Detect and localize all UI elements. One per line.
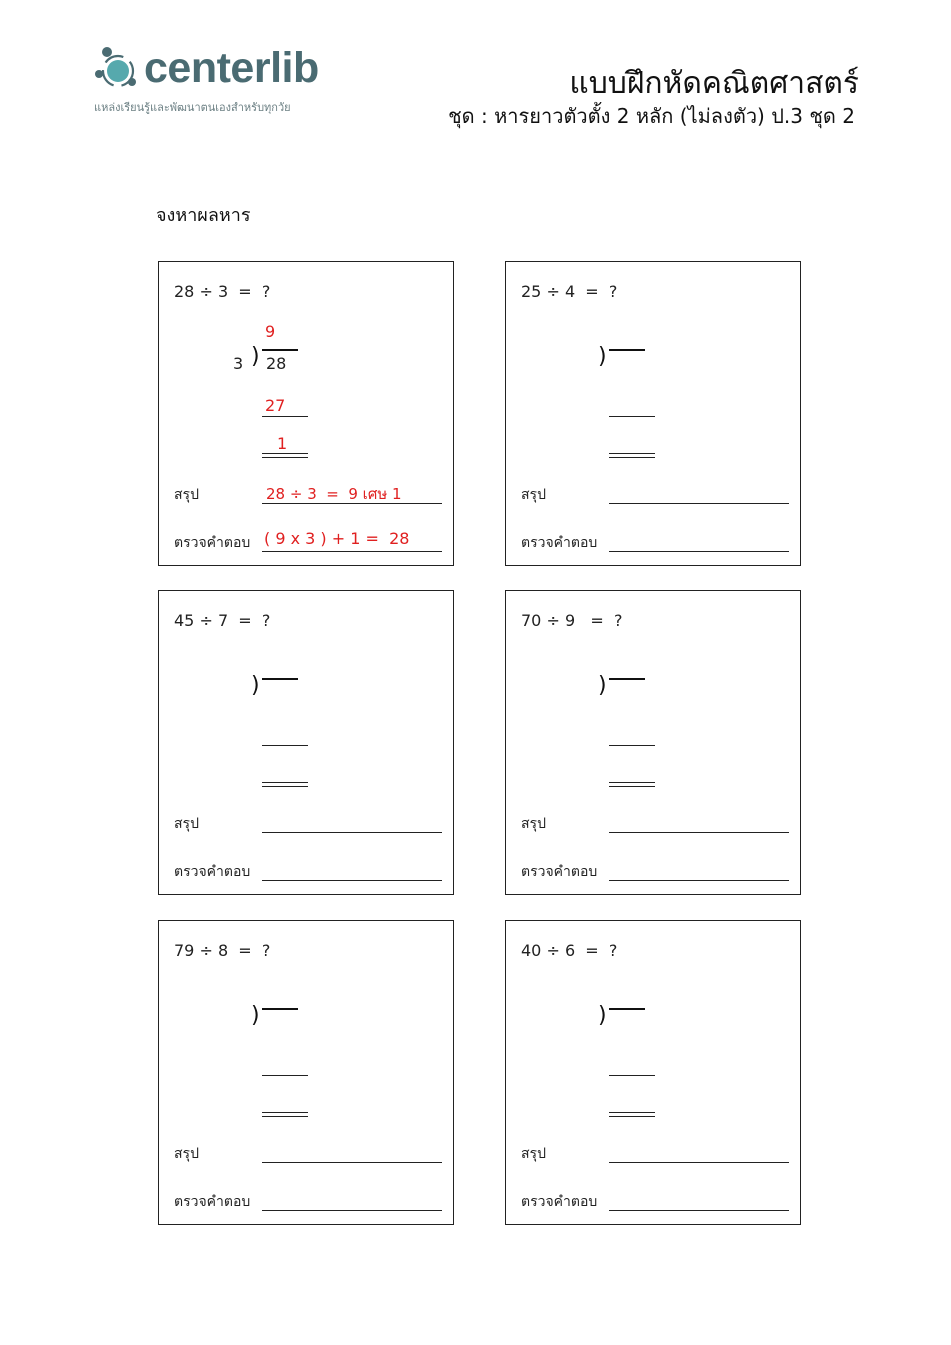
- summary-label: สรุป: [174, 816, 199, 832]
- check-label: ตรวจคำตอบ: [521, 1194, 598, 1210]
- subtraction-line: [262, 745, 308, 746]
- summary-label: สรุป: [174, 1146, 199, 1162]
- check-answer-line: [262, 1210, 442, 1211]
- remainder-double-line: [262, 1112, 308, 1117]
- division-vinculum: [262, 349, 298, 351]
- problem-card: [505, 920, 801, 1225]
- division-vinculum: [609, 1008, 645, 1010]
- brand-tagline: แหล่งเรียนรู้และพัฒนาตนเองสำหรับทุกวัย: [94, 101, 291, 114]
- problem-question: 25 ÷ 4 = ?: [521, 282, 618, 301]
- check-label: ตรวจคำตอบ: [174, 535, 251, 551]
- problem-card: [505, 261, 801, 566]
- long-division-bracket-icon: ): [251, 673, 260, 698]
- check-label: ตรวจคำตอบ: [521, 535, 598, 551]
- division-vinculum: [609, 349, 645, 351]
- long-division-bracket-icon: ): [251, 1003, 260, 1028]
- problem-question: 70 ÷ 9 = ?: [521, 611, 623, 630]
- long-division-bracket-icon: ): [598, 344, 607, 369]
- molecule-logo-icon: [92, 44, 140, 92]
- subtraction-line: [609, 1075, 655, 1076]
- divisor: 3: [233, 354, 244, 373]
- summary-answer-line: [262, 832, 442, 833]
- division-vinculum: [262, 1008, 298, 1010]
- check-answer-line: [262, 551, 442, 552]
- subtraction-line: [609, 416, 655, 417]
- summary-answer-line: [609, 503, 789, 504]
- check-label: ตรวจคำตอบ: [174, 1194, 251, 1210]
- instruction-text: จงหาผลหาร: [156, 205, 251, 226]
- problem-question: 40 ÷ 6 = ?: [521, 941, 618, 960]
- check-label: ตรวจคำตอบ: [521, 864, 598, 880]
- summary-answer: 28 ÷ 3 = 9 เศษ 1: [266, 485, 402, 503]
- long-division-bracket-icon: ): [598, 1003, 607, 1028]
- check-answer: ( 9 x 3 ) + 1 = 28: [264, 529, 410, 548]
- summary-label: สรุป: [521, 816, 546, 832]
- summary-answer-line: [262, 1162, 442, 1163]
- summary-answer-line: [262, 503, 442, 504]
- remainder-double-line: [262, 453, 308, 458]
- summary-answer-line: [609, 1162, 789, 1163]
- long-division-bracket-icon: ): [251, 344, 260, 369]
- remainder-answer: 1: [277, 434, 288, 453]
- problem-question: 45 ÷ 7 = ?: [174, 611, 271, 630]
- page-subtitle: ชุด : หารยาวตัวตั้ง 2 หลัก (ไม่ลงตัว) ป.3 ชุด 2: [448, 104, 855, 128]
- problem-question: 28 ÷ 3 = ?: [174, 282, 271, 301]
- long-division-bracket-icon: ): [598, 673, 607, 698]
- problem-question: 79 ÷ 8 = ?: [174, 941, 271, 960]
- brand-name: centerlib: [144, 44, 319, 92]
- subtraction-line: [609, 745, 655, 746]
- check-answer-line: [609, 551, 789, 552]
- subtraction-line: [262, 1075, 308, 1076]
- problem-card: [505, 590, 801, 895]
- problem-card: [158, 920, 454, 1225]
- summary-label: สรุป: [521, 1146, 546, 1162]
- page-title: แบบฝึกหัดคณิตศาสตร์: [569, 66, 859, 101]
- check-answer-line: [262, 880, 442, 881]
- problem-card: [158, 590, 454, 895]
- summary-label: สรุป: [174, 487, 199, 503]
- problem-card: [158, 261, 454, 566]
- remainder-double-line: [609, 453, 655, 458]
- check-answer-line: [609, 1210, 789, 1211]
- remainder-double-line: [262, 782, 308, 787]
- summary-label: สรุป: [521, 487, 546, 503]
- remainder-double-line: [609, 782, 655, 787]
- division-vinculum: [262, 678, 298, 680]
- check-label: ตรวจคำตอบ: [174, 864, 251, 880]
- subtraction-line: [262, 416, 308, 417]
- brand-logo: [92, 40, 352, 120]
- check-answer-line: [609, 880, 789, 881]
- product-answer: 27: [265, 396, 286, 415]
- dividend: 28: [266, 354, 287, 373]
- division-vinculum: [609, 678, 645, 680]
- remainder-double-line: [609, 1112, 655, 1117]
- quotient-answer: 9: [265, 322, 276, 341]
- summary-answer-line: [609, 832, 789, 833]
